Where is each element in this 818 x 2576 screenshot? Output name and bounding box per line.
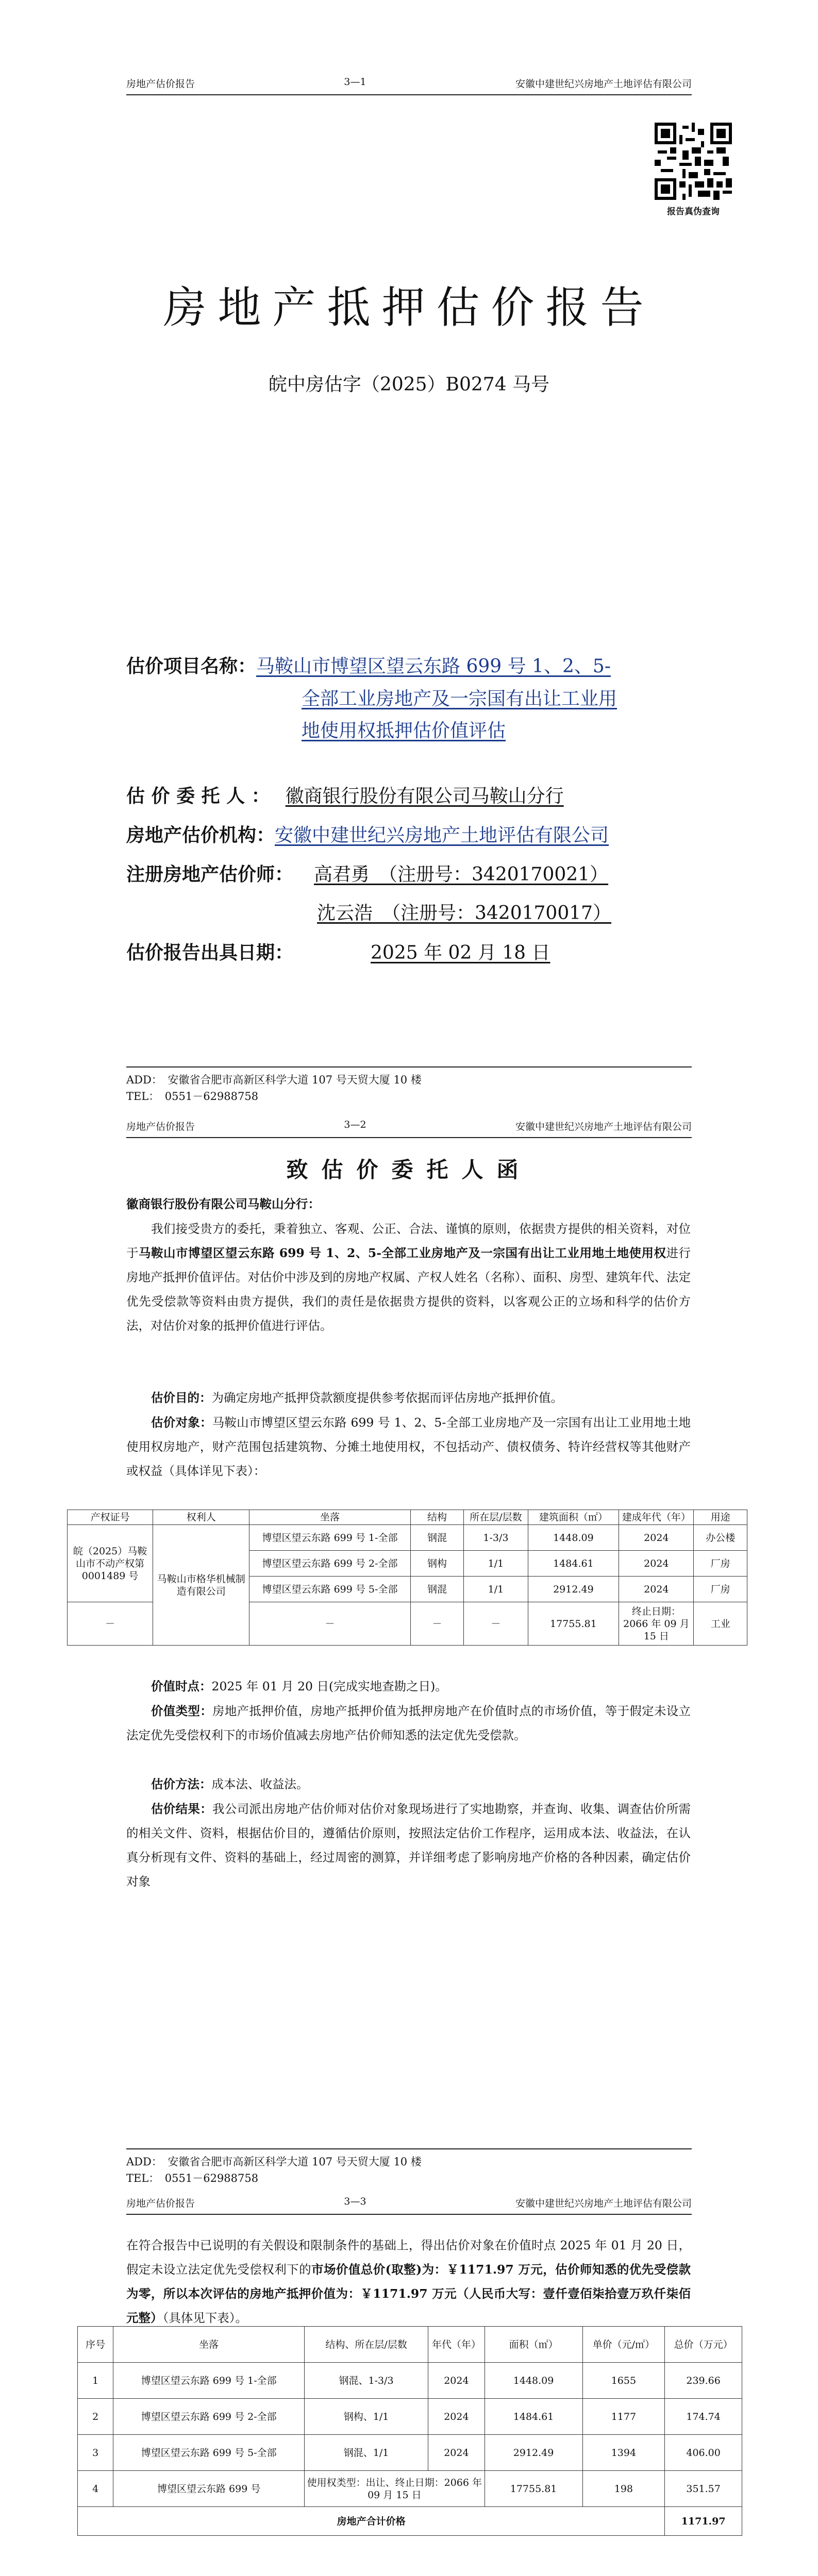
header-page: 3—3 [344,2196,366,2207]
table-cell: 2024 [619,1577,694,1602]
org-label: 房地产估价机构： [126,824,275,846]
qr-caption: 报告真伪查询 [667,207,720,217]
table-cell: 1177 [582,2399,665,2435]
intro-bold: 马鞍山市博望区望云东路 699 号 1、2、5-全部工业房地产及一宗国有出让工业用地土地使用权 [139,1246,666,1260]
result-text: 我公司派出房地产估价师对估价对象现场进行了实地勘察，并查询、收集、调查估价所需的相关文件、资料，根据估价目的，遵循估价原则，按照法定估价工作程序，运用成本法、收益法，在认真分析现有文件、资料的基础上，经过周密的测算，并详细考虑了影响房地产价格的各种因素，确定估价对象 [126,1802,691,1889]
table-cell: 钢构、1/1 [305,2399,428,2435]
footer-line [126,1066,692,1067]
value-type-text: 房地产抵押价值，房地产抵押价值为抵押房地产在价值时点的市场价值，等于假定未设立法定优先受偿权利下的市场价值减去房地产估价师知悉的法定优先受偿款。 [126,1704,691,1742]
value-date-text: 2025 年 01 月 20 日(完成实地查勘之日)。 [211,1679,447,1693]
page-footer [126,1072,422,1105]
page-cover [0,0,818,1103]
appraiser-1: 高君勇 （注册号：3420170021） [314,864,609,885]
table-cell: 1/1 [464,1577,528,1602]
table-header-cell: 面积（㎡） [485,2327,582,2363]
table-cell: 博望区望云东路 699 号 2-全部 [249,1551,411,1577]
appraiser-field-2 [302,897,622,929]
table-header-cell: 所在层/层数 [464,1510,528,1525]
table-cell: 博望区望云东路 699 号 [113,2471,305,2507]
table-cell: 2024 [619,1525,694,1551]
qr-code[interactable] [655,123,732,200]
table-cell: 钢混 [410,1577,463,1602]
table-header-cell: 建筑面积（㎡） [528,1510,619,1525]
table-header-cell: 结构、所在层/层数 [305,2327,428,2363]
table-header-row [78,2327,742,2363]
table-cell: 198 [582,2471,665,2507]
table-row [78,2435,742,2471]
footer-line [126,2148,692,2149]
method-text: 成本法、收益法。 [211,1777,309,1791]
table-cell: 钢混、1-3/3 [305,2363,428,2399]
conclusion-text-2: （具体见下表）。 [162,2311,247,2325]
table-header-cell: 结构 [410,1510,463,1525]
project-line1: 马鞍山市博望区望云东路 699 号 1、2、5- [256,656,611,677]
header-company: 安徽中建世纪兴房地产土地评估有限公司 [515,78,692,90]
addressee-text: 徽商银行股份有限公司马鞍山分行： [126,1197,320,1211]
table-cell: 4 [78,2471,113,2507]
table-cell: 钢混 [410,1525,463,1551]
table-cell: 1-3/3 [464,1525,528,1551]
table-cell: 使用权类型：出让、终止日期：2066 年 09 月 15 日 [305,2471,485,2507]
table-cell: － [410,1602,463,1646]
table-cell: 1484.61 [485,2399,582,2435]
table-cell: 1484.61 [528,1551,619,1577]
appraiser-label: 注册房地产估价师： [126,863,294,885]
header-left: 房地产估价报告 [126,78,195,90]
value-type-paragraph [126,1699,691,1748]
table-cell: 1448.09 [485,2363,582,2399]
table-cell: 博望区望云东路 699 号 5-全部 [249,1577,411,1602]
table-cell: 钢混、1/1 [305,2435,428,2471]
table-cell: 博望区望云东路 699 号 1-全部 [249,1525,411,1551]
header-company: 安徽中建世纪兴房地产土地评估有限公司 [515,2198,692,2209]
client-label: 估 价 委 托 人 ： [126,785,270,807]
footer-address: ADD： 安徽省合肥市高新区科学大道 107 号天贸大厦 10 楼 [126,2156,422,2168]
report-title: 房地产抵押估价报告 [163,282,655,333]
project-line3: 地使用权抵押估价值评估 [302,720,506,741]
value-date-paragraph [126,1674,691,1699]
appraiser-field [126,858,629,891]
result-label: 估价结果： [151,1802,213,1816]
table-header-cell: 产权证号 [68,1510,153,1525]
table-header-cell: 坐落 [249,1510,411,1525]
project-line2: 全部工业房地产及一宗国有出让工业用 [302,688,617,709]
header-page: 3—1 [344,76,366,88]
table-cell: 239.66 [665,2363,742,2399]
cert-cell: 皖（2025）马鞍山市不动产权第 0001489 号 [68,1525,153,1602]
table-header-cell: 坐落 [113,2327,305,2363]
table-cell: 2024 [619,1551,694,1577]
table-cell: 2024 [428,2435,485,2471]
table-cell: 2912.49 [485,2435,582,2471]
page-footer [126,2154,422,2187]
header-left: 房地产估价报告 [126,2198,195,2209]
value-date-label: 价值时点： [151,1679,212,1693]
table-cell: 174.74 [665,2399,742,2435]
table-cell: 2024 [428,2399,485,2435]
valuation-table [77,2326,742,2536]
table-cell: － [464,1602,528,1646]
org-value: 安徽中建世纪兴房地产土地评估有限公司 [275,825,609,846]
date-field [126,937,627,969]
conclusion-text: 在符合报告中已说明的有关假设和限制条件的基础上，得出估价对象在价值时点 2025 年 01 月 20 日，假定未设立法定优先受偿权利下的 [126,2238,691,2277]
table-header-cell: 用途 [694,1510,747,1525]
intro-paragraph [126,1217,691,1338]
table-cell: 351.57 [665,2471,742,2507]
table-total-row [78,2507,742,2536]
table-cell: 博望区望云东路 699 号 1-全部 [113,2363,305,2399]
table-cell: 1394 [582,2435,665,2471]
table-cell: 博望区望云东路 699 号 5-全部 [113,2435,305,2471]
object-text: 马鞍山市博望区望云东路 699 号 1、2、5-全部工业房地产及一宗国有出让工业用地土地使用权房地产，财产范围包括建筑物、分摊土地使用权，不包括动产、债权债务、特许经营权等其他财产或权益（具体详见下表）： [126,1415,691,1478]
table-header-cell: 总价（万元） [665,2327,742,2363]
page-header [126,1119,692,1138]
table-cell: 1655 [582,2363,665,2399]
project-name-cont [302,683,704,747]
table-cell: 2 [78,2399,113,2435]
org-field [126,819,609,852]
result-paragraph [126,1797,691,1894]
total-value: 1171.97 [665,2507,742,2536]
table-cell: 钢构 [410,1551,463,1577]
total-label: 房地产合计价格 [78,2507,665,2536]
table-cell: 1 [78,2363,113,2399]
client-value: 徽商银行股份有限公司马鞍山分行 [285,786,564,807]
report-number: 皖中房估字（2025）B0274 马号 [268,374,550,395]
table-cell: 1/1 [464,1551,528,1577]
conclusion-bold: 市场价值总价(取整)为：￥1171.97 万元，估价师知悉的优先受偿款为零，所以本次评估的房地产抵押价值为：￥1171.97 万元（人民币大写：壹仟壹佰柒拾壹万玖仟柒佰元整） [126,2262,691,2325]
object-paragraph [126,1411,691,1483]
table-header-row [68,1510,747,1525]
table-cell: 厂房 [694,1551,747,1577]
date-value: 2025 年 02 月 18 日 [371,942,550,963]
table-cell: － [249,1602,411,1646]
header-company: 安徽中建世纪兴房地产土地评估有限公司 [515,1121,692,1132]
header-page: 3—2 [344,1119,366,1130]
table-row [78,2399,742,2435]
table-cell: 406.00 [665,2435,742,2471]
appraiser-2: 沈云浩 （注册号：3420170017） [317,903,612,924]
page-header [126,2196,692,2215]
intro-text-1: 我们接受贵方的委托，秉着独立、客观、公正、合法、谨慎的原则，依据贵方提供的相关资料，对位于 [126,1222,691,1260]
purpose-text: 为确定房地产抵押贷款额度提供参考依据而评估房地产抵押价值。 [211,1391,563,1405]
table-cell: 博望区望云东路 699 号 2-全部 [113,2399,305,2435]
purpose-label: 估价目的： [151,1391,212,1405]
page-header [126,76,692,95]
table-cell: 办公楼 [694,1525,747,1551]
project-name-field [126,650,698,683]
table-header-cell: 单价（元/㎡） [582,2327,665,2363]
table-row [78,2471,742,2507]
addressee [126,1192,691,1216]
property-table [67,1510,747,1646]
table-cell: 厂房 [694,1577,747,1602]
table-row [68,1525,747,1551]
table-cell: 1448.09 [528,1525,619,1551]
client-field [126,780,579,812]
conclusion-paragraph [126,2233,691,2330]
table-header-cell: 建成年代（年） [619,1510,694,1525]
table-header-cell: 序号 [78,2327,113,2363]
table-cell: － [68,1602,153,1646]
letter-title: 致估价委托人函 [286,1157,532,1182]
method-label: 估价方法： [151,1777,212,1791]
table-cell: 2024 [428,2363,485,2399]
project-label: 估价项目名称： [126,655,257,677]
date-label: 估价报告出具日期： [126,942,294,963]
table-header-cell: 权利人 [153,1510,249,1525]
table-cell: 终止日期：2066 年 09 月 15 日 [619,1602,694,1646]
method-paragraph [126,1772,691,1797]
table-cell: 3 [78,2435,113,2471]
footer-tel: TEL： 0551－62988758 [126,1090,259,1103]
table-cell: 2912.49 [528,1577,619,1602]
value-type-label: 价值类型： [151,1704,213,1718]
table-cell: 17755.81 [528,1602,619,1646]
footer-address: ADD： 安徽省合肥市高新区科学大道 107 号天贸大厦 10 楼 [126,1074,422,1086]
owner-cell: 马鞍山市格华机械制造有限公司 [153,1525,249,1646]
table-header-cell: 年代（年） [428,2327,485,2363]
table-row [78,2363,742,2399]
intro-text-2: 进行房地产抵押价值评估。对估价中涉及到的房地产权属、产权人姓名（名称）、面积、房型、建筑年代、法定优先受偿款等资料由贵方提供，我们的责任是依据贵方提供的资料，以客观公正的立场和科学的估价方法，对估价对象的抵押价值进行评估。 [126,1246,691,1333]
table-cell: 工业 [694,1602,747,1646]
object-label: 估价对象： [151,1415,212,1430]
footer-tel: TEL： 0551－62988758 [126,2172,259,2184]
purpose-paragraph [126,1386,691,1410]
table-cell: 17755.81 [485,2471,582,2507]
header-left: 房地产估价报告 [126,1121,195,1132]
